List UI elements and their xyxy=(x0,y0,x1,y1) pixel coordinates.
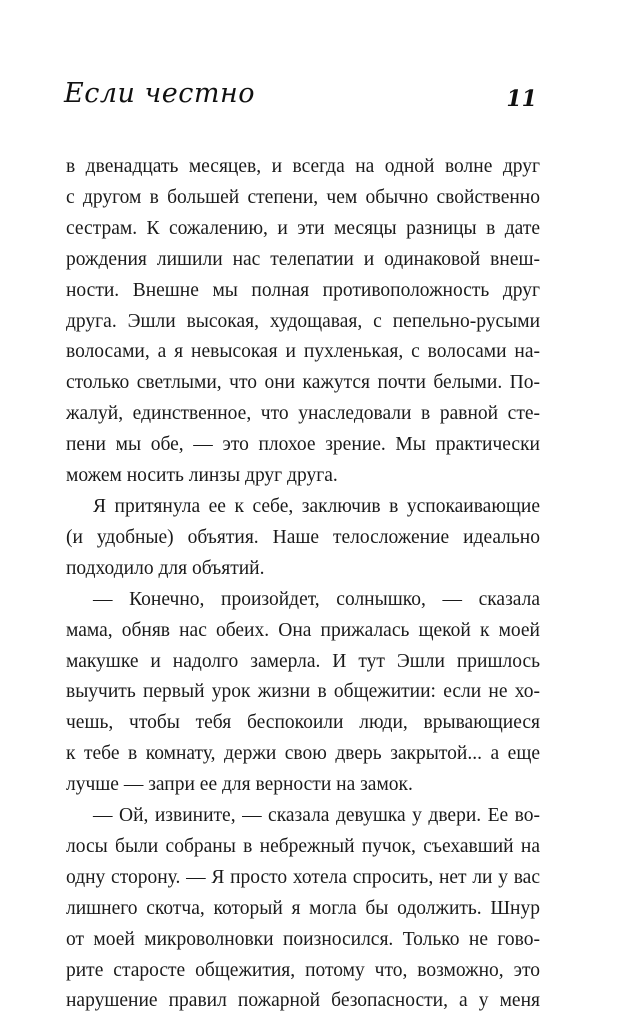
text-line: можем носить линзы друг друга. xyxy=(66,465,338,487)
text-line: нарушение правил пожарной безопасности, а у меня xyxy=(66,990,540,1012)
text-line: лишнего скотча, который я могла бы одолжить. Шнур xyxy=(66,897,540,919)
text-line: к тебе в комнату, держи свою дверь закрытой... а еще xyxy=(66,743,540,765)
text-line: Я притянула ее к себе, заключив в успокаивающие xyxy=(93,495,540,517)
text-line: выучить первый урок жизни в общежитии: если не хо- xyxy=(66,681,540,703)
text-line: (и удобные) объятия. Наше телосложение идеально xyxy=(66,526,540,548)
text-line: волосами, а я невысокая и пухленькая, с волосами на- xyxy=(66,341,540,363)
text-line: макушке и надолго замерла. И тут Эшли пришлось xyxy=(66,650,540,672)
body-text xyxy=(66,152,540,1017)
text-line: пени мы обе, — это плохое зрение. Мы практически xyxy=(66,434,540,456)
text-line: с другом в большей степени, чем обычно свойственно xyxy=(66,186,540,208)
text-line: рите старосте общежития, потому что, возможно, это xyxy=(66,959,540,981)
text-line: от моей микроволновки поизносился. Только не гово- xyxy=(66,928,540,950)
text-line: — Ой, извините, — сказала девушка у двери. Ее во- xyxy=(93,805,540,827)
text-line: в двенадцать месяцев, и всегда на одной волне друг xyxy=(66,156,540,177)
text-line: рождения лишили нас телепатии и одинаковой внеш- xyxy=(66,248,540,270)
text-line: друга. Эшли высокая, худощавая, с пепельно-русыми xyxy=(66,310,540,332)
page-number: 11 xyxy=(506,86,537,112)
text-line: сестрам. К сожалению, и эти месяцы разницы в дате xyxy=(66,217,540,239)
text-line: — Конечно, произойдет, солнышко, — сказала xyxy=(93,588,540,610)
text-line: жалуй, единственное, что унаследовали в равной сте- xyxy=(66,403,540,425)
text-line: столько светлыми, что они кажутся почти белыми. По- xyxy=(66,372,540,394)
text-line: чешь, чтобы тебя беспокоили люди, врывающиеся xyxy=(66,712,540,734)
text-line: мама, обняв нас обеих. Она прижалась щекой к моей xyxy=(66,619,540,641)
running-head: Если честно xyxy=(64,78,256,109)
text-line: одну сторону. — Я просто хотела спросить, нет ли у вас xyxy=(66,866,540,888)
text-line: ности. Внешне мы полная противоположность друг xyxy=(66,279,540,301)
text-line: подходило для объятий. xyxy=(66,557,265,579)
text-line: лучше — запри ее для верности на замок. xyxy=(66,774,413,796)
text-line: лосы были собраны в небрежный пучок, съехавший на xyxy=(66,835,540,857)
